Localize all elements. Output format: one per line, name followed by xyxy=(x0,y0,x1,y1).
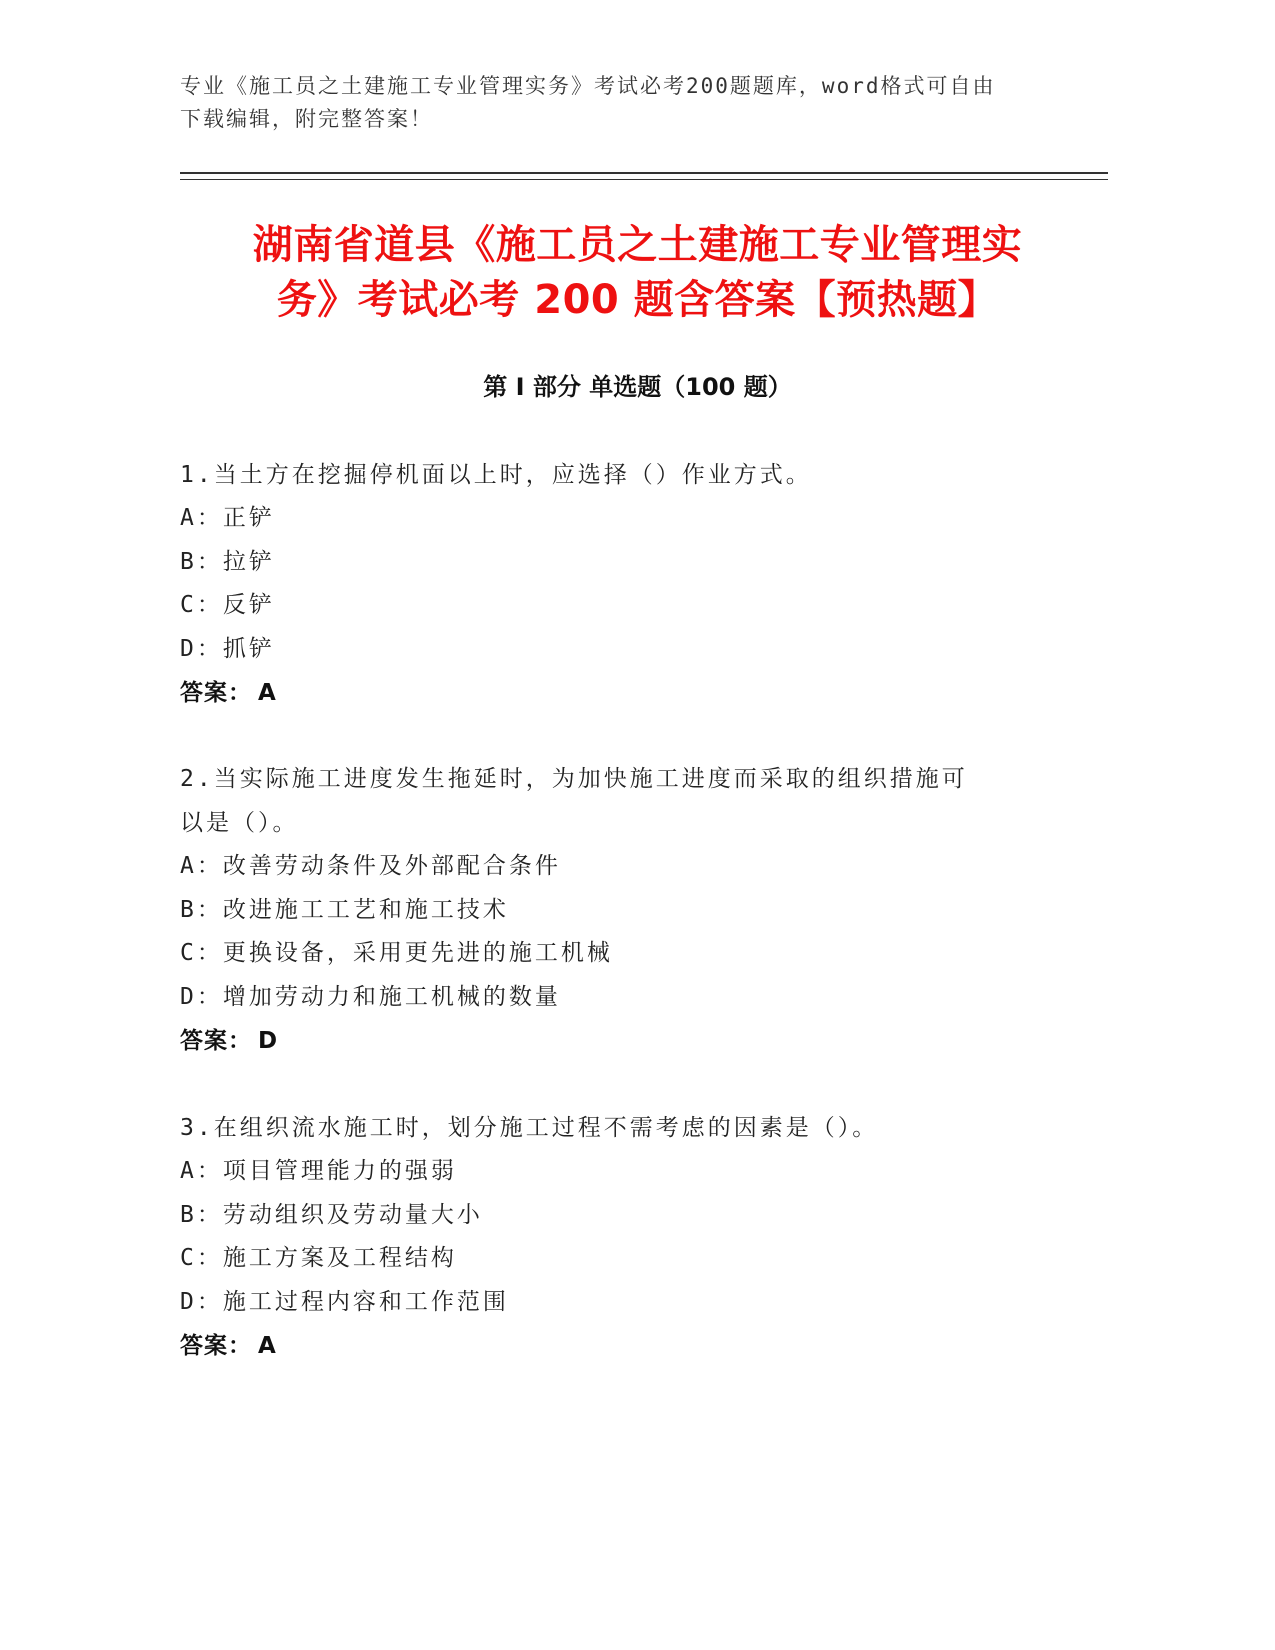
answer-label: 答案： xyxy=(180,1333,252,1359)
question-stem: 1.当土方在挖掘停机面以上时，应选择（）作业方式。 xyxy=(180,462,812,488)
document-title-line-2: 务》考试必考 200 题含答案【预热题】 xyxy=(276,277,999,323)
header-note-line-2: 下载编辑，附完整答案！ xyxy=(180,107,433,131)
question-stem-line-1: 2.当实际施工进度发生拖延时，为加快施工进度而采取的组织措施可 xyxy=(180,766,968,792)
option-a: A：改善劳动条件及外部配合条件 xyxy=(180,853,561,879)
header-note-line-1: 专业《施工员之土建施工专业管理实务》考试必考200题题库，word格式可自由 xyxy=(180,74,996,98)
header-rule-thick xyxy=(180,172,1108,174)
question-stem-line-2: 以是（）。 xyxy=(180,810,299,836)
answer-value: D xyxy=(258,1028,279,1054)
option-b: B：拉铲 xyxy=(180,548,275,575)
question-block xyxy=(180,757,1080,1063)
answer-line xyxy=(180,1324,1080,1368)
option-b: B：改进施工工艺和施工技术 xyxy=(180,896,509,923)
option-c: C：施工方案及工程结构 xyxy=(180,1245,457,1271)
option-d: D：增加劳动力和施工机械的数量 xyxy=(180,983,561,1010)
option-d: D：抓铲 xyxy=(180,635,275,662)
option-c: C：反铲 xyxy=(180,592,275,618)
answer-label: 答案： xyxy=(180,1028,252,1054)
option-c: C：更换设备，采用更先进的施工机械 xyxy=(180,940,613,966)
option-a: A：正铲 xyxy=(180,505,275,531)
document-title-line-1: 湖南省道县《施工员之土建施工专业管理实 xyxy=(252,222,1023,268)
option-b: B：劳动组织及劳动量大小 xyxy=(180,1201,483,1228)
header-rule-thin xyxy=(180,179,1108,180)
header-note xyxy=(180,70,1040,136)
answer-line xyxy=(180,1019,1080,1063)
question-block xyxy=(180,453,1080,715)
answer-line xyxy=(180,671,1080,715)
question-block xyxy=(180,1106,1080,1368)
answer-value: A xyxy=(258,680,277,706)
question-stem: 3.在组织流水施工时，划分施工过程不需考虑的因素是（）。 xyxy=(180,1115,879,1141)
option-a: A：项目管理能力的强弱 xyxy=(180,1158,457,1184)
answer-value: A xyxy=(258,1333,277,1359)
option-d: D：施工过程内容和工作范围 xyxy=(180,1288,509,1315)
section-title: 第 I 部分 单选题（100 题） xyxy=(483,373,792,401)
answer-label: 答案： xyxy=(180,680,252,706)
document-title xyxy=(120,218,1155,328)
